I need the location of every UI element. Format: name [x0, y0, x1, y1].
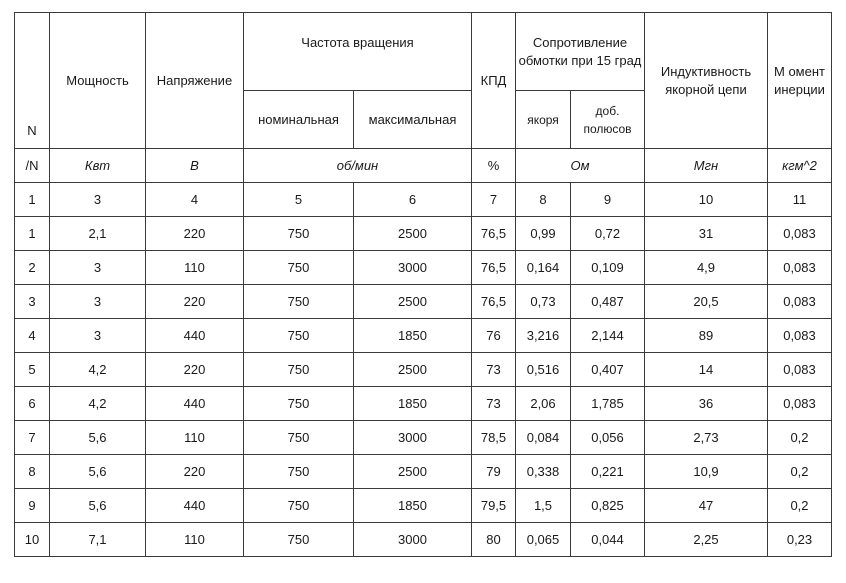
table-row [15, 455, 832, 489]
header-resistance: Сопротивление обмотки при 15 град [516, 13, 645, 91]
header-n-top: N [15, 13, 50, 149]
header-voltage: Напряжение [146, 13, 244, 149]
table-cell: 220 [146, 217, 244, 251]
header-speed-max: максимальная [354, 91, 472, 149]
table-row [15, 489, 832, 523]
table-cell: 0,2 [768, 455, 832, 489]
table-cell: 0,407 [571, 353, 645, 387]
table-cell: 2,144 [571, 319, 645, 353]
table-cell: 1,785 [571, 387, 645, 421]
table-cell: 0,73 [516, 285, 571, 319]
table-cell: 110 [146, 523, 244, 557]
table-cell: 5,6 [50, 455, 146, 489]
table-cell: 0,338 [516, 455, 571, 489]
header-speed-nominal: номинальная [244, 91, 354, 149]
table-cell: 2 [15, 251, 50, 285]
table-cell: 31 [645, 217, 768, 251]
table-cell: 4,2 [50, 387, 146, 421]
table-cell: 3 [50, 319, 146, 353]
table-cell: 0,044 [571, 523, 645, 557]
table-cell: 76,5 [472, 285, 516, 319]
table-cell: 7 [15, 421, 50, 455]
header-speed: Частота вращения [244, 13, 472, 91]
column-number-9: 9 [571, 183, 645, 217]
table-row [15, 353, 832, 387]
table-cell: 76 [472, 319, 516, 353]
column-number-6: 6 [354, 183, 472, 217]
table-cell: 0,2 [768, 421, 832, 455]
table-cell: 2,73 [645, 421, 768, 455]
table-cell: 0,99 [516, 217, 571, 251]
column-number-7: 7 [472, 183, 516, 217]
table-cell: 47 [645, 489, 768, 523]
table-row [15, 421, 832, 455]
table-cell: 0,221 [571, 455, 645, 489]
header-n-bottom: /N [15, 149, 50, 183]
table-cell: 79,5 [472, 489, 516, 523]
table-cell: 2,1 [50, 217, 146, 251]
table-cell: 1850 [354, 319, 472, 353]
table-cell: 0,083 [768, 319, 832, 353]
table-cell: 3 [15, 285, 50, 319]
table-cell: 0,516 [516, 353, 571, 387]
table-cell: 0,825 [571, 489, 645, 523]
table-cell: 0,083 [768, 353, 832, 387]
table-cell: 80 [472, 523, 516, 557]
table-cell: 0,065 [516, 523, 571, 557]
column-number-8: 8 [516, 183, 571, 217]
unit-efficiency: % [472, 149, 516, 183]
table-cell: 10 [15, 523, 50, 557]
table-cell: 2,25 [645, 523, 768, 557]
table-row [15, 319, 832, 353]
table-cell: 2,06 [516, 387, 571, 421]
table-cell: 750 [244, 523, 354, 557]
table-cell: 36 [645, 387, 768, 421]
column-number-3: 3 [50, 183, 146, 217]
table-cell: 220 [146, 353, 244, 387]
table-cell: 76,5 [472, 217, 516, 251]
table-cell: 0,084 [516, 421, 571, 455]
table-cell: 0,72 [571, 217, 645, 251]
table-cell: 440 [146, 489, 244, 523]
table-cell: 5,6 [50, 421, 146, 455]
table-cell: 10,9 [645, 455, 768, 489]
table-cell: 220 [146, 455, 244, 489]
table-cell: 4,2 [50, 353, 146, 387]
table-cell: 2500 [354, 217, 472, 251]
table-cell: 3000 [354, 421, 472, 455]
table-cell: 9 [15, 489, 50, 523]
table-cell: 1,5 [516, 489, 571, 523]
table-cell: 3000 [354, 251, 472, 285]
table-cell: 0,083 [768, 251, 832, 285]
table-cell: 1850 [354, 387, 472, 421]
table-cell: 0,083 [768, 285, 832, 319]
motor-specs-table [14, 12, 832, 557]
unit-inductance: Мгн [645, 149, 768, 183]
table-cell: 8 [15, 455, 50, 489]
column-number-10: 10 [645, 183, 768, 217]
table-cell: 4,9 [645, 251, 768, 285]
table-cell: 750 [244, 217, 354, 251]
table-cell: 4 [15, 319, 50, 353]
table-cell: 89 [645, 319, 768, 353]
table-cell: 3 [50, 285, 146, 319]
header-res-armature: якоря [516, 91, 571, 149]
table-row [15, 251, 832, 285]
table-cell: 750 [244, 285, 354, 319]
unit-power: Квт [50, 149, 146, 183]
table-cell: 2500 [354, 285, 472, 319]
table-cell: 2500 [354, 353, 472, 387]
table-row [15, 523, 832, 557]
table-cell: 2500 [354, 455, 472, 489]
table-cell: 0,083 [768, 217, 832, 251]
table-cell: 750 [244, 455, 354, 489]
table-cell: 110 [146, 421, 244, 455]
table-row [15, 217, 832, 251]
table-cell: 73 [472, 387, 516, 421]
table-row [15, 285, 832, 319]
table-cell: 0,083 [768, 387, 832, 421]
unit-resistance: Ом [516, 149, 645, 183]
table-cell: 3,216 [516, 319, 571, 353]
column-numbers-row [15, 183, 832, 217]
table-cell: 0,487 [571, 285, 645, 319]
table-cell: 20,5 [645, 285, 768, 319]
table-cell: 1850 [354, 489, 472, 523]
table-cell: 750 [244, 387, 354, 421]
table-cell: 110 [146, 251, 244, 285]
header-efficiency: КПД [472, 13, 516, 149]
column-number-4: 4 [146, 183, 244, 217]
table-cell: 14 [645, 353, 768, 387]
table-cell: 0,109 [571, 251, 645, 285]
column-number-5: 5 [244, 183, 354, 217]
table-cell: 440 [146, 319, 244, 353]
table-cell: 6 [15, 387, 50, 421]
column-number-1: 1 [15, 183, 50, 217]
table-cell: 73 [472, 353, 516, 387]
table-cell: 79 [472, 455, 516, 489]
column-number-11: 11 [768, 183, 832, 217]
table-cell: 750 [244, 421, 354, 455]
table-cell: 3000 [354, 523, 472, 557]
unit-inertia: кгм^2 [768, 149, 832, 183]
table-row [15, 387, 832, 421]
table-cell: 76,5 [472, 251, 516, 285]
table-cell: 1 [15, 217, 50, 251]
table-cell: 5 [15, 353, 50, 387]
table-cell: 5,6 [50, 489, 146, 523]
header-power: Мощность [50, 13, 146, 149]
table-cell: 750 [244, 251, 354, 285]
header-inertia: М омент инерции [768, 13, 832, 149]
table-cell: 220 [146, 285, 244, 319]
table-cell: 0,164 [516, 251, 571, 285]
table-cell: 0,056 [571, 421, 645, 455]
table-cell: 750 [244, 489, 354, 523]
header-res-poles: доб. полюсов [571, 91, 645, 149]
table-cell: 0,2 [768, 489, 832, 523]
unit-voltage: В [146, 149, 244, 183]
table-cell: 750 [244, 353, 354, 387]
header-inductance: Индуктивность якорной цепи [645, 13, 768, 149]
table-cell: 7,1 [50, 523, 146, 557]
table-cell: 440 [146, 387, 244, 421]
table-cell: 0,23 [768, 523, 832, 557]
table-cell: 78,5 [472, 421, 516, 455]
table-cell: 750 [244, 319, 354, 353]
table-cell: 3 [50, 251, 146, 285]
unit-speed: об/мин [244, 149, 472, 183]
